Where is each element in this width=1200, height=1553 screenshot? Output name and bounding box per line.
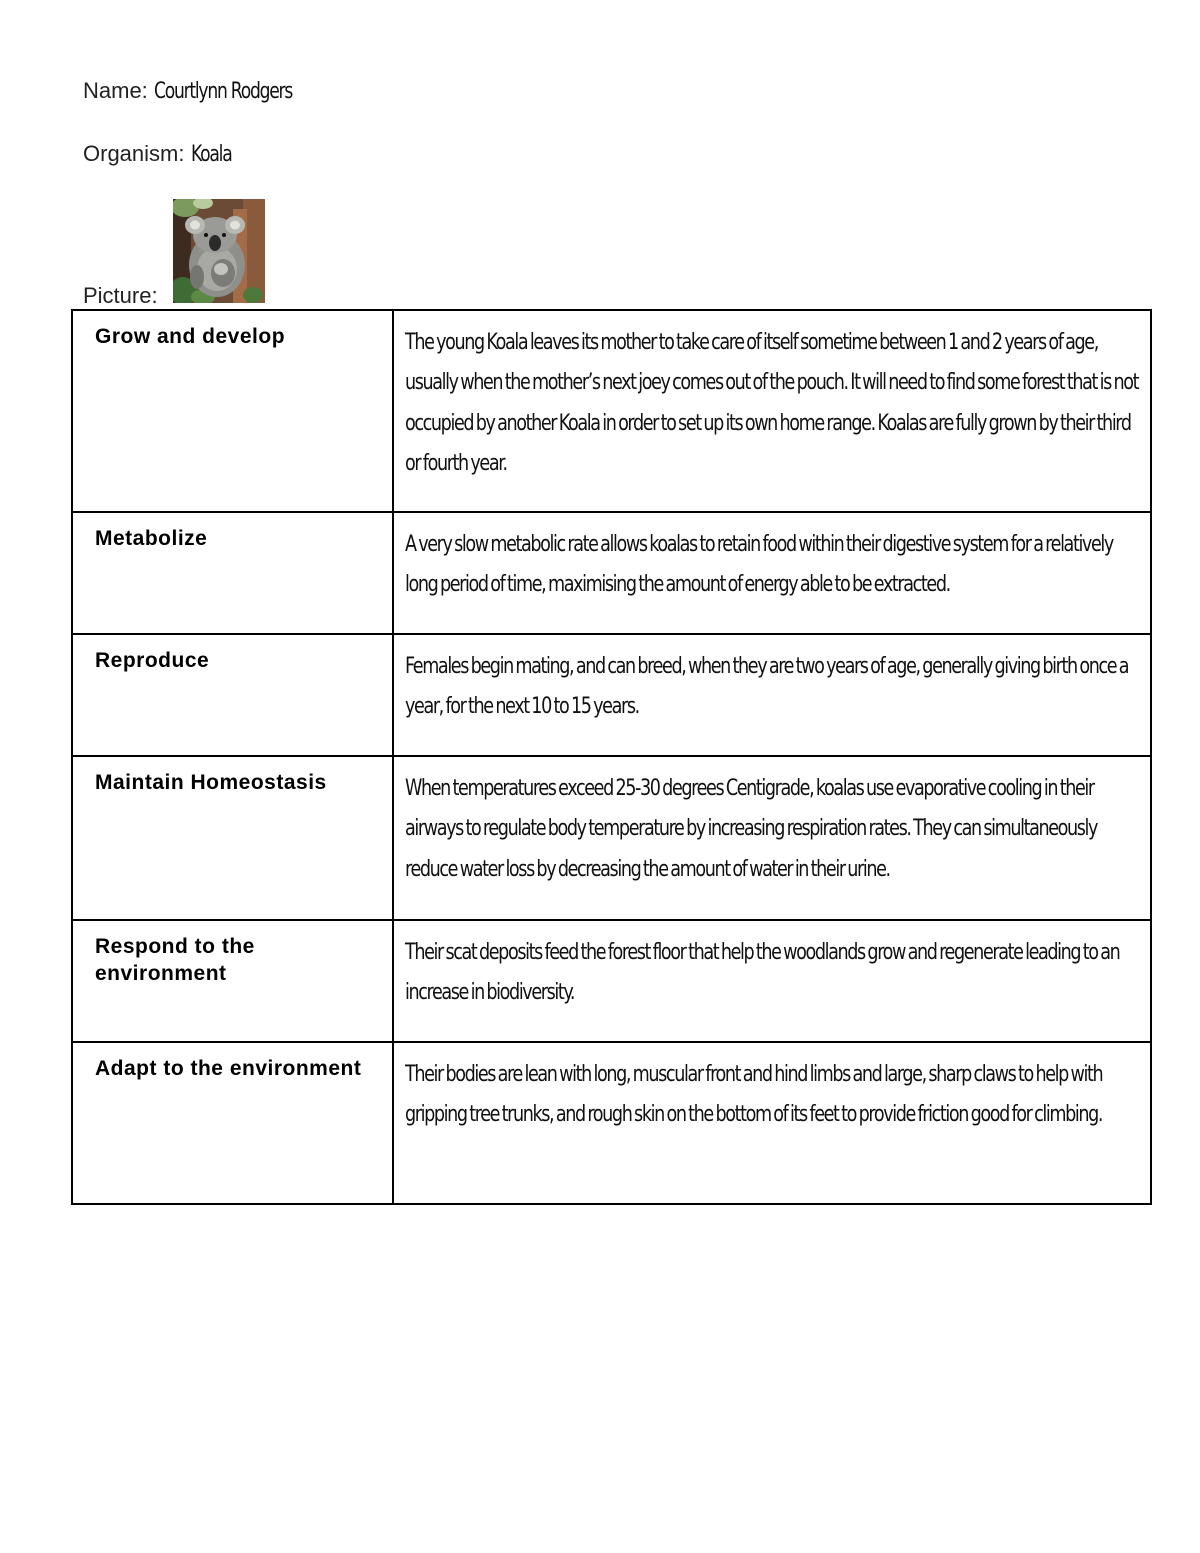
trait-description: The young Koala leaves its mother to take care of itself sometime between 1 and 2 years of age, usually when the mother’s next joey comes out of the pouch. It will need to find some forest that is not occupied by another Koala in order to set up its own home range. Koalas are fully grown by their third or fourth year. [405, 330, 1139, 476]
trait-description: Females begin mating, and can breed, when they are two years of age, generally giving birth once a year, for the next 10 to 15 years. [405, 654, 1129, 720]
trait-description: When temperatures exceed 25-30 degrees Centigrade, koalas use evaporative cooling in their airways to regulate body temperature by increasing respiration rates. They can simultaneously reduce water loss by decreasing the amount of water in their urine. [405, 776, 1098, 882]
table-row [72, 512, 1151, 634]
name-line [83, 78, 331, 105]
trait-description-cell [393, 920, 1151, 1042]
table-row [72, 756, 1151, 920]
table-row [72, 1042, 1151, 1204]
trait-description: Their bodies are lean with long, muscular front and hind limbs and large, sharp claws to help with gripping tree trunks, and rough skin on the bottom of its feet to provide friction good for climbing. [405, 1062, 1103, 1128]
koala-photo [173, 199, 265, 303]
trait-description-cell [393, 634, 1151, 756]
trait-description: A very slow metabolic rate allows koalas to retain food within their digestive system for a relatively long period of time, maximising the amount of energy able to be extracted. [405, 532, 1113, 598]
trait-name: Respond to the environment [72, 920, 393, 1042]
name-label: Name: [83, 78, 148, 103]
trait-name: Metabolize [72, 512, 393, 634]
picture-label: Picture: [83, 283, 158, 308]
trait-name: Reproduce [72, 634, 393, 756]
organism-name: Koala [190, 142, 232, 167]
trait-description-cell [393, 512, 1151, 634]
trait-description-cell [393, 756, 1151, 920]
table-row [72, 634, 1151, 756]
trait-name: Grow and develop [72, 310, 393, 512]
picture-line [83, 283, 158, 309]
trait-name: Maintain Homeostasis [72, 756, 393, 920]
organism-label: Organism: [83, 141, 185, 166]
organism-line [83, 141, 242, 168]
traits-table [71, 309, 1152, 1205]
trait-description: Their scat deposits feed the forest floor that help the woodlands grow and regenerate leading to an increase in biodiversity. [405, 940, 1120, 1006]
trait-description-cell [393, 310, 1151, 512]
table-row [72, 920, 1151, 1042]
trait-description-cell [393, 1042, 1151, 1204]
table-row [72, 310, 1151, 512]
trait-name: Adapt to the environment [72, 1042, 393, 1204]
student-name: Courtlynn Rodgers [153, 79, 292, 104]
